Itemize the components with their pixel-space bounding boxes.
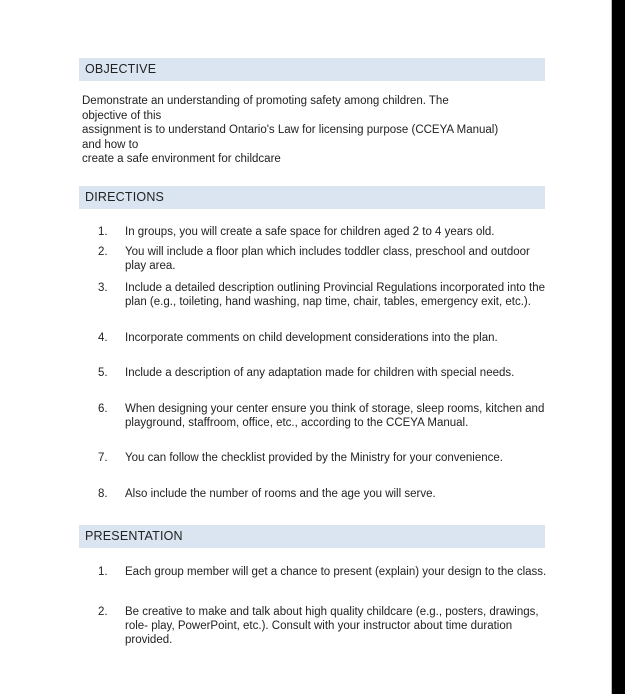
item-number: 2. — [98, 606, 108, 618]
item-number: 4. — [98, 332, 108, 344]
item-text: In groups, you will create a safe space for children aged 2 to 4 years old. — [125, 226, 495, 238]
item-text: Incorporate comments on child development considerations into the plan. — [125, 332, 498, 344]
objective-header: OBJECTIVE — [79, 58, 545, 81]
item-text: When designing your center ensure you think of storage, sleep rooms, kitchen and playground, staffroom, office, etc., according to the CCEYA Manual. — [125, 403, 545, 429]
item-number: 6. — [98, 403, 108, 415]
objective-text — [82, 94, 552, 167]
item-number: 7. — [98, 452, 108, 464]
objective-line: assignment is to understand Ontario's Law for licensing purpose (CCEYA Manual) — [82, 124, 499, 136]
presentation-header: PRESENTATION — [79, 525, 545, 548]
item-text: Also include the number of rooms and the age you will serve. — [125, 488, 436, 500]
item-number: 1. — [98, 226, 108, 238]
item-text: You can follow the checklist provided by the Ministry for your convenience. — [125, 452, 503, 464]
item-text: Be creative to make and talk about high quality childcare (e.g., posters, drawings, role- play, PowerPoint, etc.). Consult with your instructor about time duration provided. — [125, 606, 539, 646]
item-number: 3. — [98, 282, 108, 294]
objective-line: objective of this — [82, 109, 162, 122]
item-text: Include a detailed description outlining Provincial Regulations incorporated into the plan (e.g., toileting, hand washing, nap time, chair, tables, emergency exit, etc.). — [125, 282, 546, 308]
item-number: 1. — [98, 566, 108, 578]
objective-line: and how to — [82, 138, 139, 151]
item-text: You will include a floor plan which includes toddler class, preschool and outdoor play area. — [125, 246, 530, 272]
item-text: Each group member will get a chance to present (explain) your design to the class. — [125, 566, 547, 578]
item-number: 8. — [98, 488, 108, 500]
objective-line: create a safe environment for childcare — [82, 153, 281, 165]
objective-line: Demonstrate an understanding of promoting safety among children. The — [82, 95, 449, 107]
item-text: Include a description of any adaptation made for children with special needs. — [125, 367, 515, 379]
item-number: 2. — [98, 246, 108, 258]
directions-header: DIRECTIONS — [79, 186, 545, 209]
item-number: 5. — [98, 367, 108, 379]
